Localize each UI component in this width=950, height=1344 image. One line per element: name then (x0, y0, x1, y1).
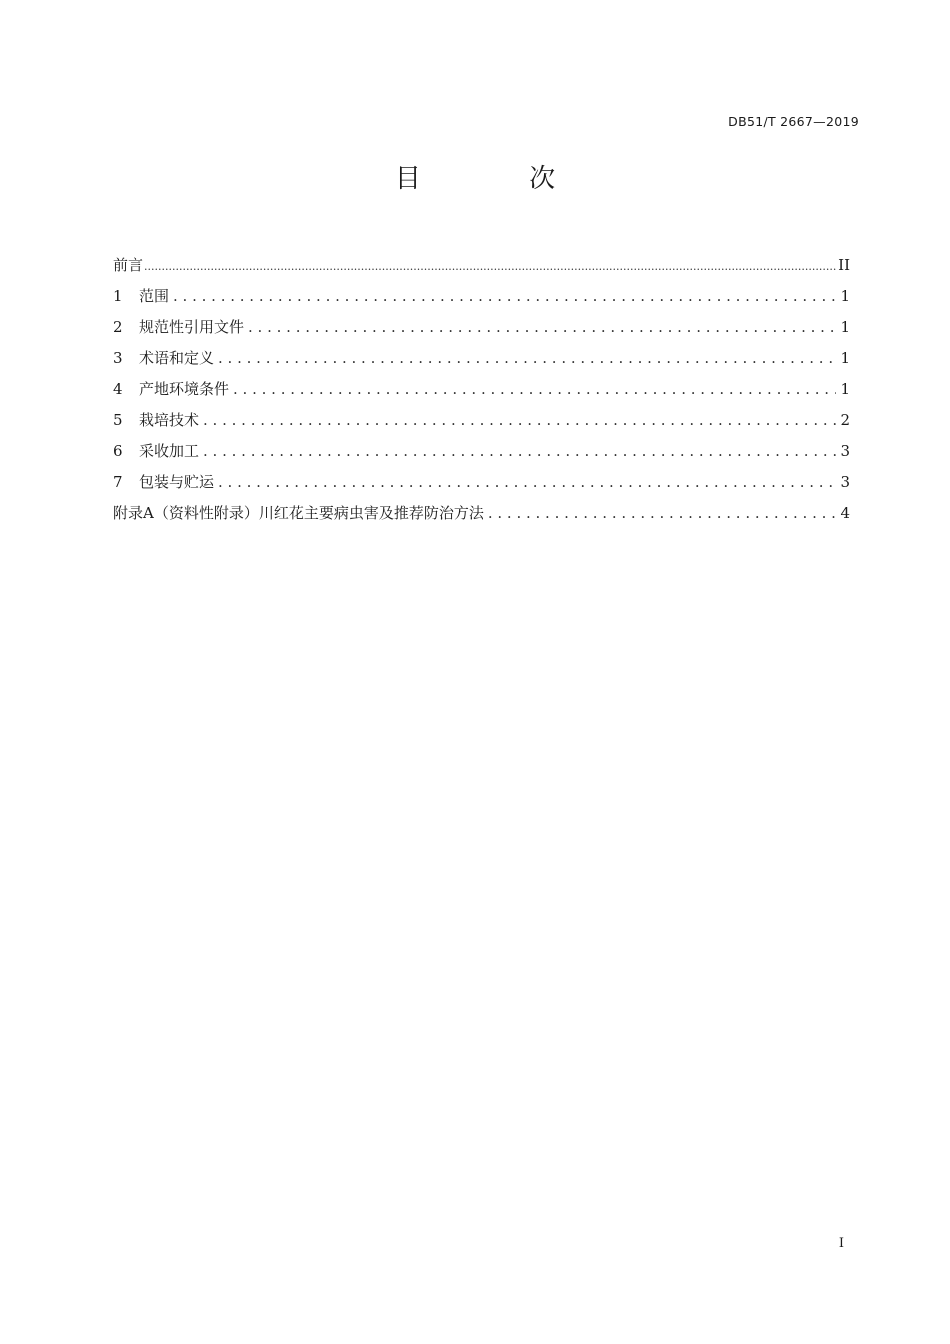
toc-entry-label: 范围 (139, 287, 170, 305)
toc-entry-harvest-processing[interactable] (113, 436, 850, 467)
toc-entry-page: 2 (840, 411, 850, 429)
toc-entry-page: 1 (840, 380, 850, 398)
toc-entry-number: 1 (113, 287, 123, 305)
toc-entry-appendix-a[interactable] (113, 498, 850, 529)
table-of-contents (113, 250, 850, 529)
toc-dot-leader (203, 405, 836, 436)
toc-entry-page: 1 (840, 318, 850, 336)
toc-dot-leader (173, 281, 836, 312)
toc-entry-page: II (838, 256, 850, 274)
toc-entry-number: 3 (113, 349, 123, 367)
toc-entry-label: 包装与贮运 (139, 473, 215, 491)
toc-entry-label: 术语和定义 (139, 349, 215, 367)
document-code: DB51/T 2667—2019 (728, 114, 859, 129)
toc-entry-cultivation[interactable] (113, 405, 850, 436)
toc-dot-leader (248, 312, 836, 343)
toc-dot-leader (218, 467, 836, 498)
toc-entry-label: 附录A（资料性附录）川红花主要病虫害及推荐防治方法 (113, 504, 484, 522)
toc-entry-number: 2 (113, 318, 123, 336)
toc-entry-terms-definitions[interactable] (113, 343, 850, 374)
toc-entry-label: 前言 (113, 256, 144, 274)
toc-dot-leader (203, 436, 836, 467)
toc-entry-page: 1 (840, 349, 850, 367)
toc-entry-environment[interactable] (113, 374, 850, 405)
toc-entry-number: 6 (113, 442, 123, 460)
toc-entry-label: 规范性引用文件 (139, 318, 245, 336)
toc-entry-number: 7 (113, 473, 123, 491)
toc-entry-number: 5 (113, 411, 123, 429)
toc-title: 目 次 (394, 164, 606, 194)
toc-entry-page: 1 (840, 287, 850, 305)
toc-entry-foreword[interactable] (113, 250, 850, 281)
toc-dot-leader (488, 498, 837, 529)
toc-entry-page: 3 (840, 442, 850, 460)
toc-entry-number: 4 (113, 380, 123, 398)
toc-entry-packaging-storage[interactable] (113, 467, 850, 498)
toc-entry-label: 产地环境条件 (139, 380, 230, 398)
toc-dot-leader (144, 250, 837, 282)
toc-entry-normative-references[interactable] (113, 312, 850, 343)
toc-entry-label: 栽培技术 (139, 411, 200, 429)
toc-entry-page: 4 (840, 504, 850, 522)
toc-entry-scope[interactable] (113, 281, 850, 312)
page-number: I (838, 1236, 844, 1251)
toc-dot-leader (218, 343, 836, 374)
toc-entry-label: 采收加工 (139, 442, 200, 460)
toc-entry-page: 3 (840, 473, 850, 491)
toc-dot-leader (233, 374, 836, 405)
